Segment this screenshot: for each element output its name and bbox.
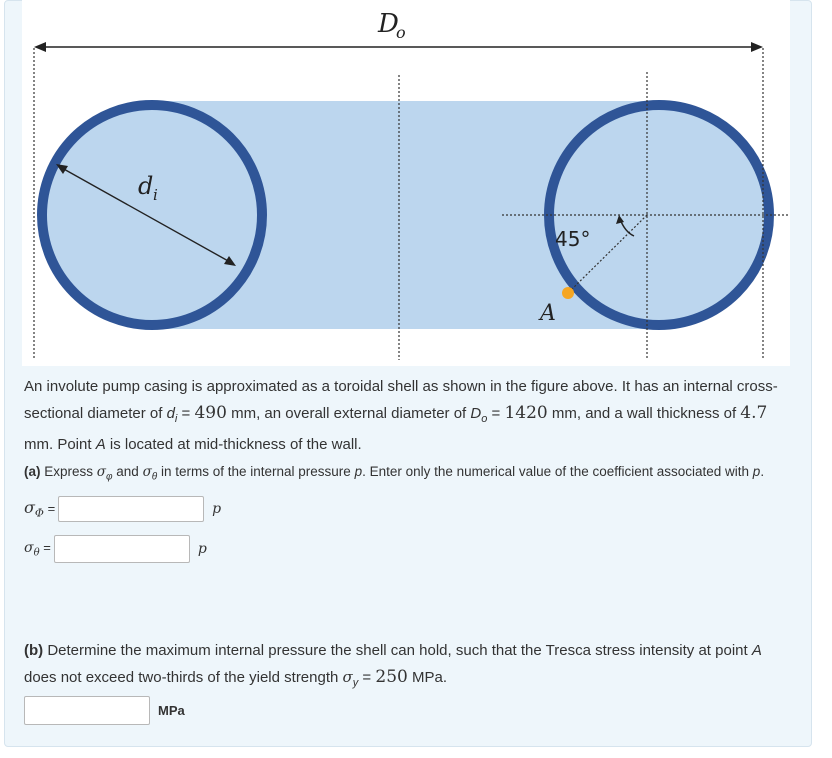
point-A-marker xyxy=(562,287,574,299)
intro-text-3: mm, and a wall thickness of xyxy=(547,405,741,422)
point-A-label: A xyxy=(540,301,556,326)
angle-label: 45° xyxy=(555,227,591,251)
sigma-theta-row xyxy=(24,535,207,563)
Do-subscript: o xyxy=(481,413,488,425)
sigma-phi-label xyxy=(24,498,55,520)
part-b-label: (b) xyxy=(24,642,44,659)
sigma-theta-sub: θ xyxy=(151,471,158,483)
sigma-theta-unit: p xyxy=(197,541,207,557)
equals-2: = xyxy=(487,405,505,422)
intro-text-4: mm. Point xyxy=(24,436,96,453)
sigma-phi-row xyxy=(24,496,221,522)
part-b-text-2: does not exceed two-thirds of the yield strength xyxy=(24,669,343,686)
part-a-text-3: in terms of the internal pressure xyxy=(157,464,355,479)
toroid-diagram xyxy=(22,0,790,366)
part-a-text-4: . Enter only the numerical value of the coefficient associated with xyxy=(362,464,753,479)
pressure-input[interactable] xyxy=(24,696,150,725)
sigma-phi-input[interactable] xyxy=(58,496,204,522)
sigma-theta-label xyxy=(24,540,51,559)
pressure-symbol: p xyxy=(354,464,363,479)
di-label: d xyxy=(138,172,154,200)
pressure-answer-row xyxy=(24,696,185,725)
part-b-point-A: A xyxy=(751,642,762,659)
yield-strength-value: 250 xyxy=(375,667,408,687)
toroid-figure xyxy=(22,0,790,366)
Do-arrow-left xyxy=(34,42,46,52)
di-value: 490 xyxy=(194,403,227,423)
Do-value: 1420 xyxy=(504,403,548,423)
sigma-phi-label-sym: σ xyxy=(24,498,35,518)
problem-statement xyxy=(24,374,799,458)
part-b-equals: = xyxy=(358,669,376,686)
sigma-phi-unit: p xyxy=(212,501,222,517)
intro-text-5: is located at mid-thickness of the wall. xyxy=(105,436,362,453)
sigma-theta-label-sym: σ xyxy=(24,539,34,556)
sigma-theta-label-eq: = xyxy=(39,539,51,555)
sigma-theta-input[interactable] xyxy=(54,535,190,563)
sigma-theta-symbol: σ xyxy=(142,464,152,480)
sigma-phi-symbol: σ xyxy=(96,464,106,480)
part-a-text-1: Express xyxy=(40,464,97,479)
sigma-phi-sub: φ xyxy=(106,471,113,483)
di-label-sub: i xyxy=(153,186,158,204)
Do-label: D xyxy=(378,9,399,39)
sigma-y-symbol: σ xyxy=(342,668,353,686)
sigma-y-sub: y xyxy=(352,677,359,689)
sigma-theta-label-sub: θ xyxy=(33,547,40,559)
part-b-text-1: Determine the maximum internal pressure the shell can hold, such that the Tresca stress intensity at point xyxy=(43,642,752,659)
di-subscript: i xyxy=(174,413,178,425)
equals-1: = xyxy=(177,405,195,422)
intro-text-1: An involute pump casing is approximated as a toroidal shell as shown in the figure above. It has an internal cross-sectional diameter of xyxy=(24,378,778,422)
sigma-phi-label-eq: = xyxy=(43,501,56,517)
part-a-label: (a) xyxy=(24,464,41,479)
Do-arrow-right xyxy=(751,42,763,52)
point-A-text: A xyxy=(95,436,106,453)
part-b-text-3: MPa. xyxy=(407,669,448,686)
Do-label-sub: o xyxy=(396,23,406,42)
pressure-unit: MPa xyxy=(158,703,185,718)
part-a-prompt xyxy=(24,462,814,488)
part-b-prompt xyxy=(24,638,784,696)
thickness-value: 4.7 xyxy=(740,403,768,423)
part-a-text-2: and xyxy=(112,464,143,479)
Do-symbol: D xyxy=(470,405,482,422)
part-a-text-5: . xyxy=(760,464,765,479)
di-symbol: d xyxy=(166,405,175,422)
sigma-phi-label-sub: Φ xyxy=(34,506,44,520)
pressure-symbol-2: p xyxy=(752,464,761,479)
intro-text-2: mm, an overall external diameter of xyxy=(226,405,471,422)
